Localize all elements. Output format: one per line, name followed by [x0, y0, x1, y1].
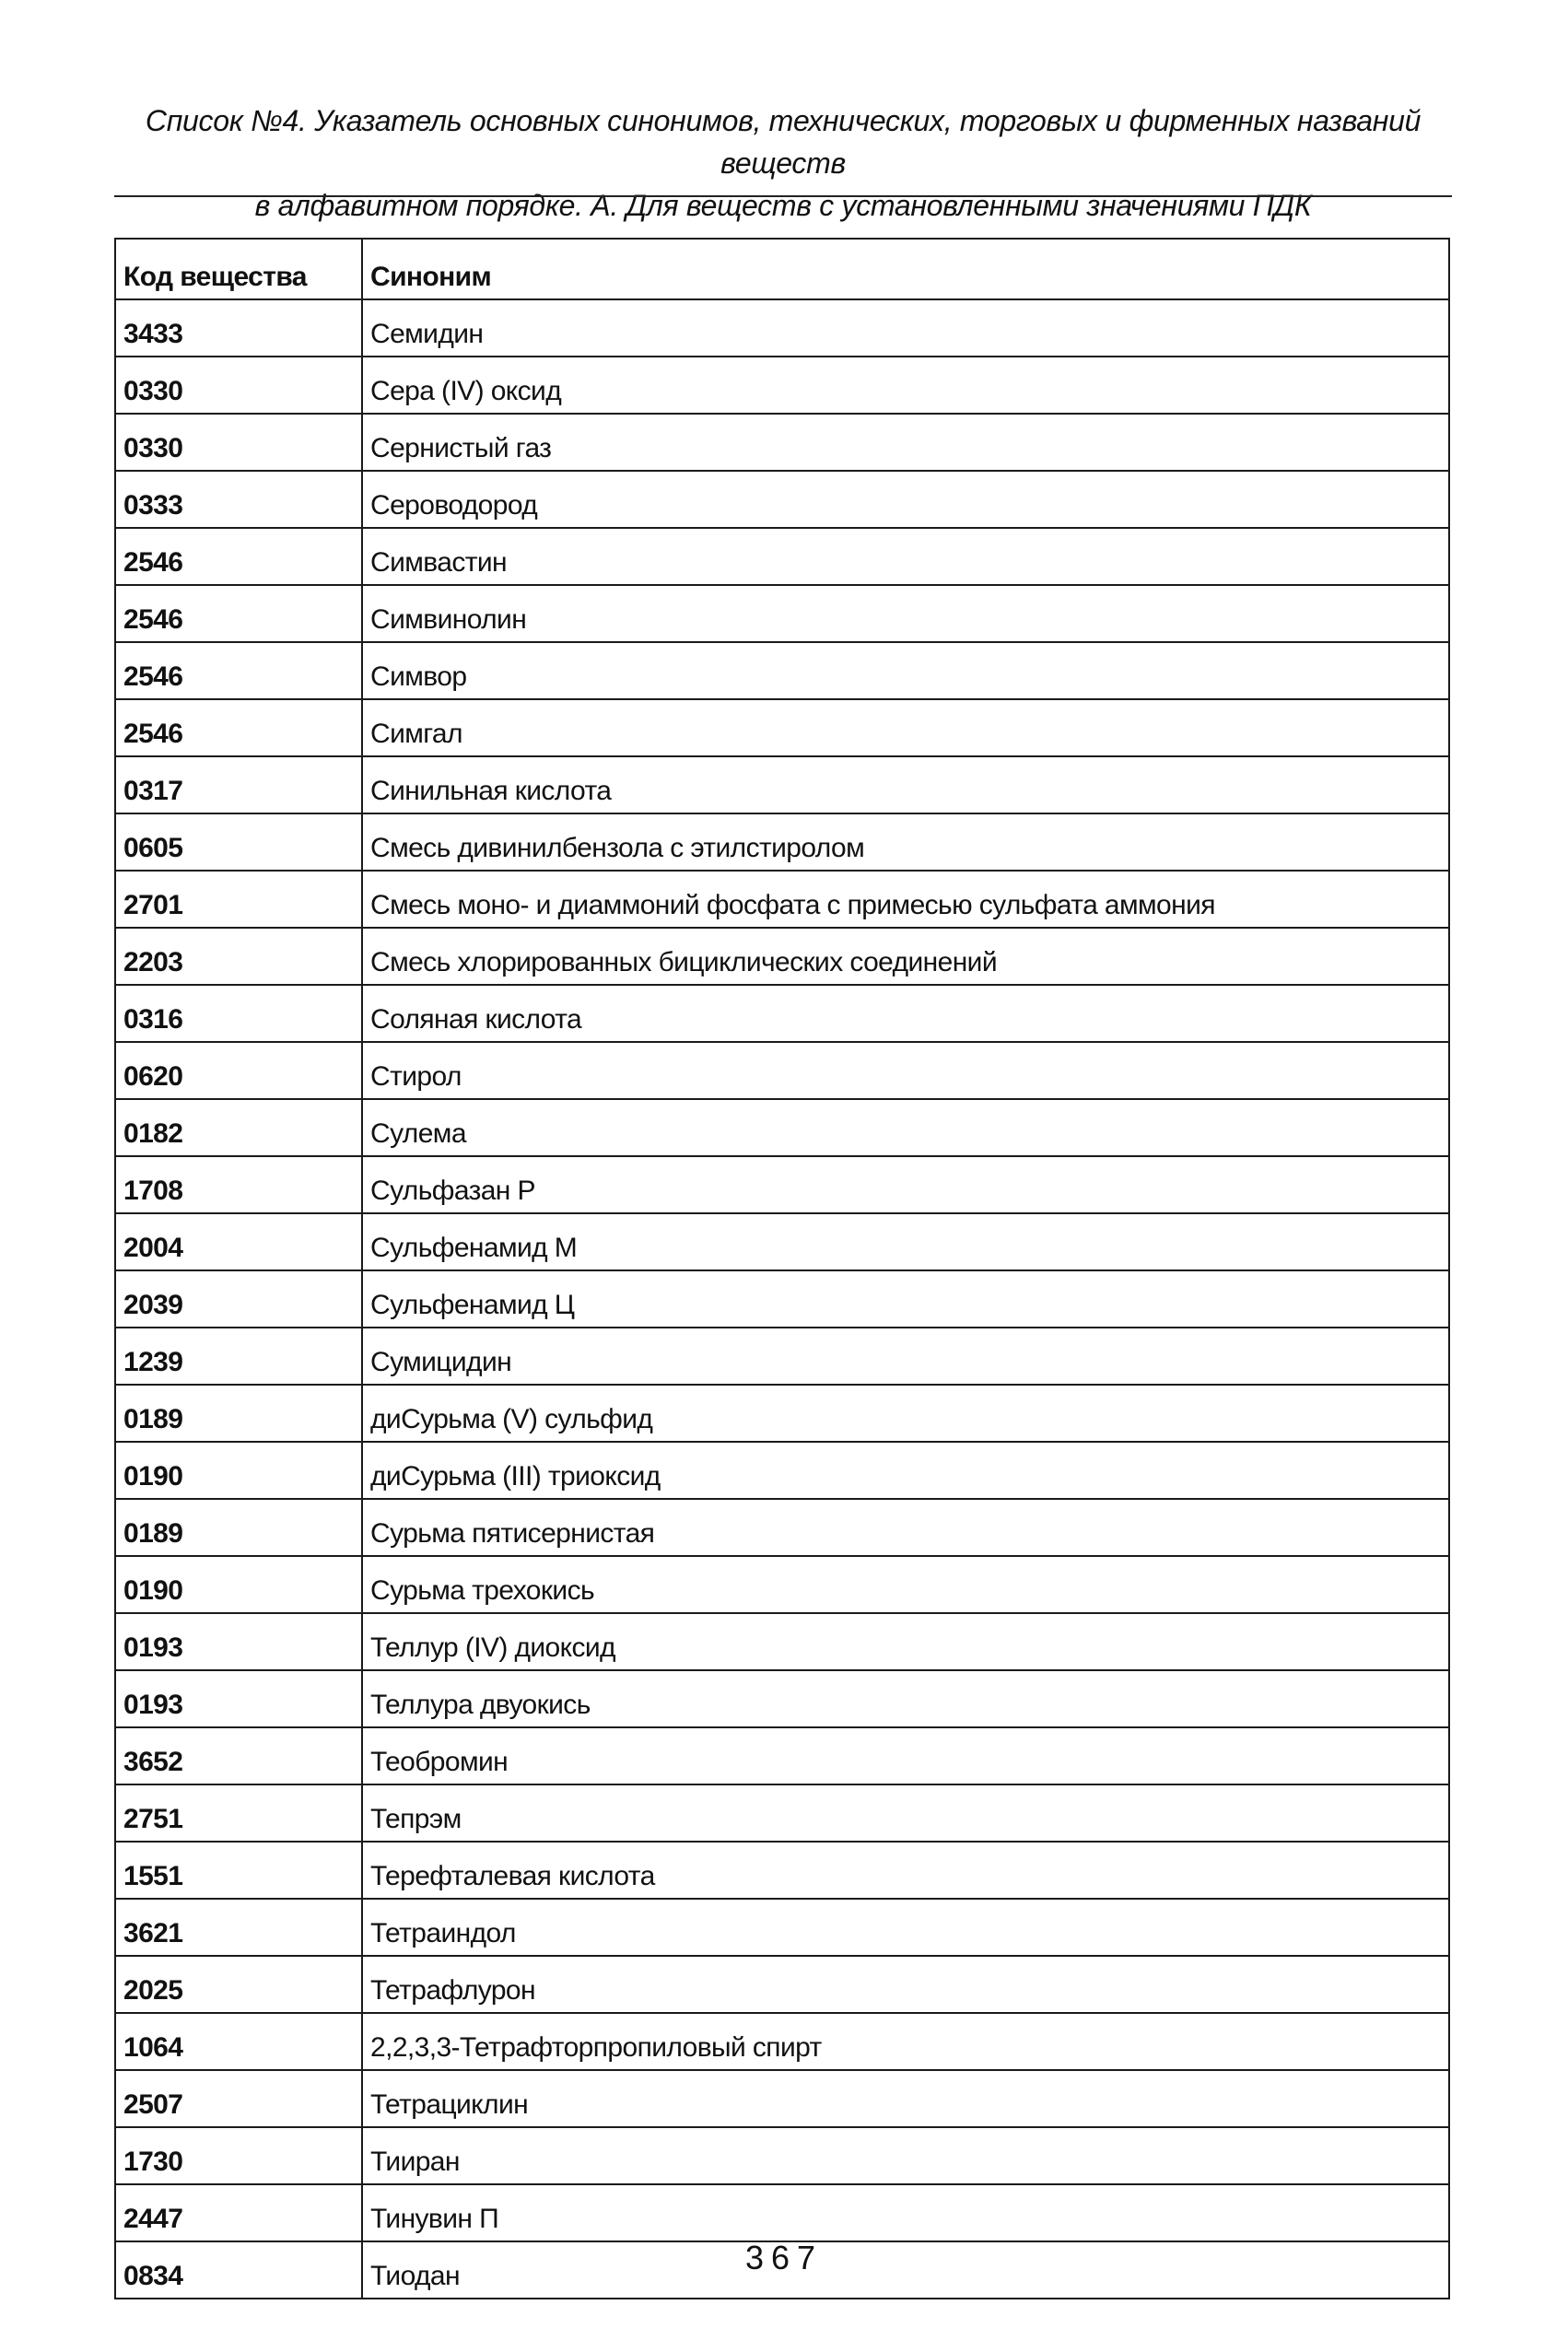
table-row: [115, 1213, 1449, 1270]
substance-code: 2701: [115, 871, 362, 928]
substance-code: 1064: [115, 2013, 362, 2070]
page-header: [114, 99, 1452, 227]
synonym-name: Соляная кислота: [362, 985, 1449, 1042]
substance-code: 0605: [115, 813, 362, 871]
table-header-row: [115, 239, 1449, 299]
table-row: [115, 1385, 1449, 1442]
synonym-name: Сумицидин: [362, 1328, 1449, 1385]
substance-code: 0193: [115, 1670, 362, 1727]
substance-code: 2039: [115, 1270, 362, 1328]
table-row: [115, 2070, 1449, 2127]
table-row: [115, 1328, 1449, 1385]
table-row: [115, 1899, 1449, 1956]
substance-code: 2447: [115, 2184, 362, 2241]
synonym-name: Симгал: [362, 699, 1449, 756]
substance-code: 3433: [115, 299, 362, 357]
substance-code: 0190: [115, 1556, 362, 1613]
substance-code: 2546: [115, 642, 362, 699]
table-row: [115, 2013, 1449, 2070]
table-row: [115, 2127, 1449, 2184]
synonym-name: Тетраиндол: [362, 1899, 1449, 1956]
table-row: [115, 928, 1449, 985]
synonym-name: Симвор: [362, 642, 1449, 699]
table-row: [115, 1042, 1449, 1099]
table-row: [115, 1670, 1449, 1727]
synonym-name: Семидин: [362, 299, 1449, 357]
synonym-name: Тепрэм: [362, 1784, 1449, 1842]
table-row: [115, 585, 1449, 642]
substance-code: 2546: [115, 528, 362, 585]
table-row: [115, 1842, 1449, 1899]
substance-code: 1551: [115, 1842, 362, 1899]
synonym-name: Сурьма трехокись: [362, 1556, 1449, 1613]
table-row: [115, 1784, 1449, 1842]
table-row: [115, 1442, 1449, 1499]
table-row: [115, 1099, 1449, 1156]
table-row: [115, 871, 1449, 928]
substance-code: 0333: [115, 471, 362, 528]
substance-code: 0189: [115, 1385, 362, 1442]
header-divider: [114, 195, 1452, 197]
header-line-2: в алфавитном порядке. А. Для веществ с установленными значениями ПДК: [254, 189, 1312, 222]
synonym-name: Тетрациклин: [362, 2070, 1449, 2127]
table-row: [115, 699, 1449, 756]
table-row: [115, 528, 1449, 585]
synonym-name: 2,2,3,3-Тетрафторпропиловый спирт: [362, 2013, 1449, 2070]
table-row: [115, 1499, 1449, 1556]
synonym-name: Тиодан: [362, 2241, 1449, 2299]
synonym-name: Смесь хлорированных бициклических соединений: [362, 928, 1449, 985]
table-row: [115, 1956, 1449, 2013]
table-row: [115, 471, 1449, 528]
substance-code: 0620: [115, 1042, 362, 1099]
substance-code: 2546: [115, 585, 362, 642]
table-row: [115, 1556, 1449, 1613]
synonym-name: Сернистый газ: [362, 414, 1449, 471]
table-row: [115, 1270, 1449, 1328]
table-row: [115, 1156, 1449, 1213]
table-row: [115, 2184, 1449, 2241]
table-row: [115, 985, 1449, 1042]
table-row: [115, 1727, 1449, 1784]
column-header-code: Код вещества: [115, 239, 362, 299]
substance-code: 0193: [115, 1613, 362, 1670]
substance-code: 0190: [115, 1442, 362, 1499]
synonym-table: [114, 238, 1450, 2299]
synonym-name: Сульфенамид Ц: [362, 1270, 1449, 1328]
synonym-name: Теллура двуокись: [362, 1670, 1449, 1727]
substance-code: 0182: [115, 1099, 362, 1156]
table-row: [115, 357, 1449, 414]
table-row: [115, 642, 1449, 699]
substance-code: 2751: [115, 1784, 362, 1842]
synonym-name: диСурьма (III) триоксид: [362, 1442, 1449, 1499]
substance-code: 0189: [115, 1499, 362, 1556]
synonym-name: Симвастин: [362, 528, 1449, 585]
synonym-name: Смесь моно- и диаммоний фосфата с примесью сульфата аммония: [362, 871, 1449, 928]
synonym-name: Стирол: [362, 1042, 1449, 1099]
substance-code: 2546: [115, 699, 362, 756]
substance-code: 1239: [115, 1328, 362, 1385]
synonym-name: Тинувин П: [362, 2184, 1449, 2241]
header-line-1: Список №4. Указатель основных синонимов, технических, торговых и фирменных названий веществ: [145, 104, 1422, 180]
substance-code: 2025: [115, 1956, 362, 2013]
synonym-name: Сурьма пятисернистая: [362, 1499, 1449, 1556]
synonym-name: Теллур (IV) диоксид: [362, 1613, 1449, 1670]
synonym-name: Теобромин: [362, 1727, 1449, 1784]
synonym-name: Тетрафлурон: [362, 1956, 1449, 2013]
synonym-name: Сероводород: [362, 471, 1449, 528]
substance-code: 0834: [115, 2241, 362, 2299]
table-row: [115, 299, 1449, 357]
synonym-name: Терефталевая кислота: [362, 1842, 1449, 1899]
substance-code: 0317: [115, 756, 362, 813]
synonym-name: Смесь дивинилбензола с этилстиролом: [362, 813, 1449, 871]
substance-code: 0316: [115, 985, 362, 1042]
synonym-name: Тииран: [362, 2127, 1449, 2184]
synonym-name: Сулема: [362, 1099, 1449, 1156]
table-row: [115, 813, 1449, 871]
substance-code: 1730: [115, 2127, 362, 2184]
synonym-name: Сера (IV) оксид: [362, 357, 1449, 414]
substance-code: 3621: [115, 1899, 362, 1956]
substance-code: 0330: [115, 414, 362, 471]
table-row: [115, 756, 1449, 813]
substance-code: 3652: [115, 1727, 362, 1784]
synonym-name: диСурьма (V) сульфид: [362, 1385, 1449, 1442]
table-row: [115, 1613, 1449, 1670]
substance-code: 2507: [115, 2070, 362, 2127]
synonym-name: Симвинолин: [362, 585, 1449, 642]
table-body: [115, 299, 1449, 2299]
substance-code: 2203: [115, 928, 362, 985]
substance-code: 1708: [115, 1156, 362, 1213]
page-number: 367: [744, 2239, 824, 2276]
synonym-name: Синильная кислота: [362, 756, 1449, 813]
table-row: [115, 414, 1449, 471]
synonym-name: Сульфазан Р: [362, 1156, 1449, 1213]
substance-code: 2004: [115, 1213, 362, 1270]
substance-code: 0330: [115, 357, 362, 414]
synonym-name: Сульфенамид М: [362, 1213, 1449, 1270]
column-header-synonym: Синоним: [362, 239, 1449, 299]
